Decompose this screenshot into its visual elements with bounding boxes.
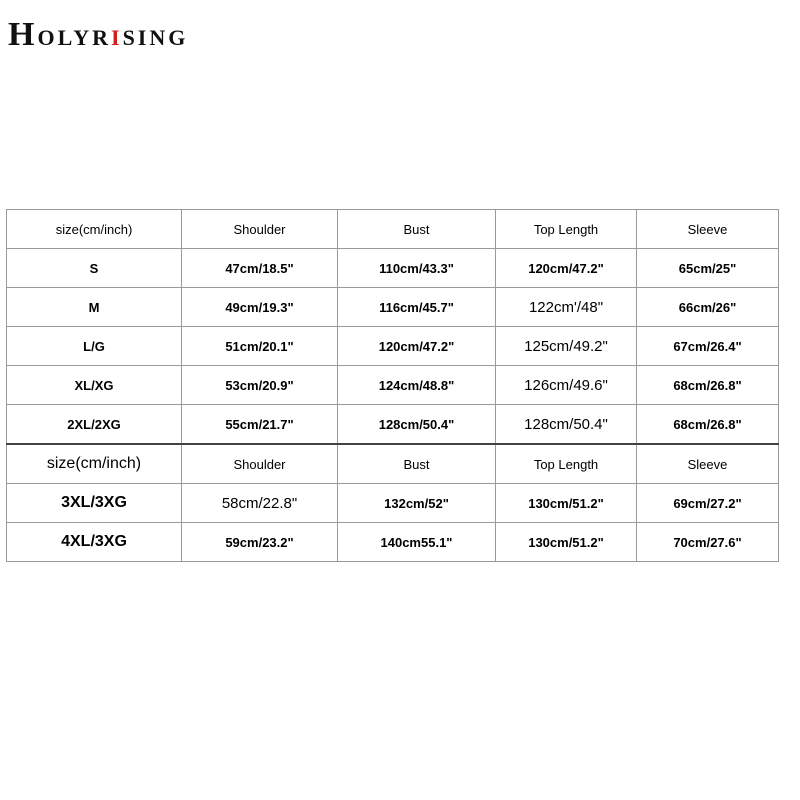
- table-row: [7, 327, 779, 366]
- sleeve-cell: 67cm/26.4": [637, 327, 779, 366]
- table-row: [7, 366, 779, 405]
- header-sleeve: Sleeve: [637, 444, 779, 484]
- top-length-cell: 126cm/49.6": [496, 366, 637, 405]
- top-length-cell: 120cm/47.2": [496, 249, 637, 288]
- header-shoulder: Shoulder: [182, 210, 338, 249]
- table-header-row: [7, 444, 779, 484]
- shoulder-cell: 58cm/22.8": [182, 484, 338, 523]
- logo-letter-h: H: [8, 16, 38, 53]
- brand-logo: [8, 16, 189, 53]
- table-row: [7, 288, 779, 327]
- logo-text-1: OLY: [37, 25, 93, 50]
- bust-cell: 110cm/43.3": [338, 249, 496, 288]
- bust-cell: 124cm/48.8": [338, 366, 496, 405]
- size-cell: 4XL/3XG: [7, 523, 182, 562]
- top-length-cell: 128cm/50.4": [496, 405, 637, 445]
- logo-text-2: R: [92, 25, 111, 50]
- size-cell: 2XL/2XG: [7, 405, 182, 445]
- table-row: [7, 249, 779, 288]
- header-bust: Bust: [338, 444, 496, 484]
- size-cell: S: [7, 249, 182, 288]
- header-sleeve: Sleeve: [637, 210, 779, 249]
- sleeve-cell: 68cm/26.8": [637, 405, 779, 445]
- sleeve-cell: 70cm/27.6": [637, 523, 779, 562]
- bust-cell: 132cm/52": [338, 484, 496, 523]
- header-shoulder: Shoulder: [182, 444, 338, 484]
- size-chart-table: [6, 209, 779, 562]
- logo-text-3: SING: [122, 25, 189, 50]
- top-length-cell: 125cm/49.2": [496, 327, 637, 366]
- table-row: [7, 523, 779, 562]
- top-length-cell: 130cm/51.2": [496, 523, 637, 562]
- sleeve-cell: 65cm/25": [637, 249, 779, 288]
- logo-accent-letter: I: [111, 25, 123, 50]
- sleeve-cell: 66cm/26": [637, 288, 779, 327]
- size-cell: M: [7, 288, 182, 327]
- header-size: size(cm/inch): [7, 210, 182, 249]
- header-size: size(cm/inch): [7, 444, 182, 484]
- top-length-cell: 122cm'/48": [496, 288, 637, 327]
- sleeve-cell: 69cm/27.2": [637, 484, 779, 523]
- sleeve-cell: 68cm/26.8": [637, 366, 779, 405]
- header-top-length: Top Length: [496, 210, 637, 249]
- table-header-row: [7, 210, 779, 249]
- shoulder-cell: 51cm/20.1": [182, 327, 338, 366]
- bust-cell: 120cm/47.2": [338, 327, 496, 366]
- size-cell: 3XL/3XG: [7, 484, 182, 523]
- shoulder-cell: 53cm/20.9": [182, 366, 338, 405]
- table-row: [7, 405, 779, 445]
- shoulder-cell: 55cm/21.7": [182, 405, 338, 445]
- bust-cell: 140cm55.1": [338, 523, 496, 562]
- shoulder-cell: 49cm/19.3": [182, 288, 338, 327]
- size-cell: XL/XG: [7, 366, 182, 405]
- shoulder-cell: 47cm/18.5": [182, 249, 338, 288]
- header-top-length: Top Length: [496, 444, 637, 484]
- top-length-cell: 130cm/51.2": [496, 484, 637, 523]
- table-row: [7, 484, 779, 523]
- size-cell: L/G: [7, 327, 182, 366]
- shoulder-cell: 59cm/23.2": [182, 523, 338, 562]
- bust-cell: 128cm/50.4": [338, 405, 496, 445]
- header-bust: Bust: [338, 210, 496, 249]
- bust-cell: 116cm/45.7": [338, 288, 496, 327]
